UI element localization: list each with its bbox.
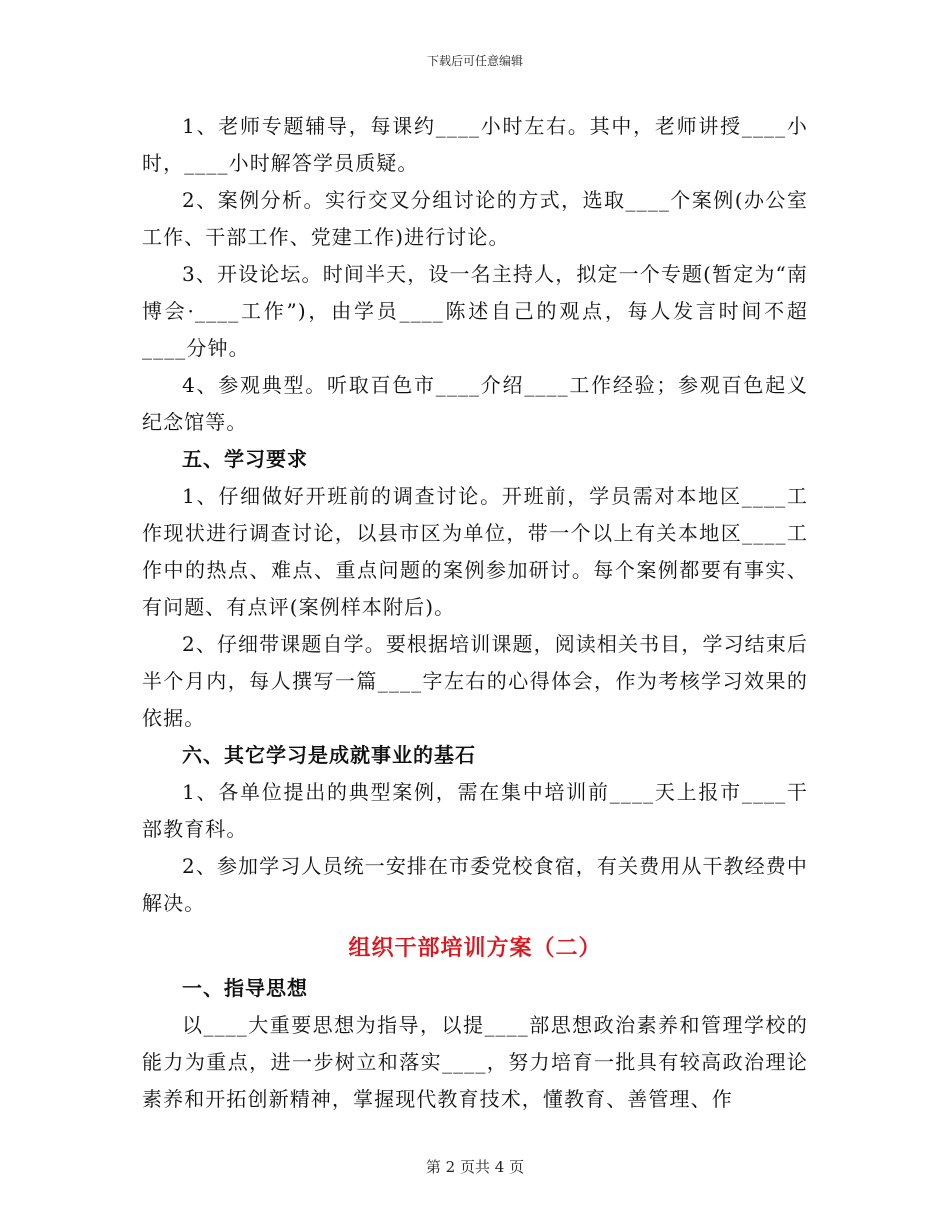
document-subtitle: 组织干部培训方案（二） [348, 935, 602, 961]
paragraph-guiding-thought: 以____大重要思想为指导，以提____部思想政治素养和管理学校的能力为重点，进一步树立和落实____，努力培育一批具有较高政治理论素养和开拓创新精神，掌握现代教育技术，懂教育、善管理、作 [142, 1013, 808, 1111]
page-number: 第 2 页共 4 页 [425, 1158, 525, 1176]
paragraph-accommodation: 2、参加学习人员统一安排在市委党校食宿，有关费用从干教经费中解决。 [142, 854, 808, 915]
paragraph-self-study: 2、仔细带课题自学。要根据培训课题，阅读相关书目，学习结束后半个月内，每人撰写一篇____字左右的心得体会，作为考核学习效果的依据。 [142, 632, 808, 730]
paragraph-case-analysis: 2、案例分析。实行交叉分组讨论的方式，选取____个案例(办公室工作、干部工作、党建工作)进行讨论。 [142, 188, 808, 249]
section-heading-other: 六、其它学习是成就事业的基石 [182, 743, 476, 767]
document-body [142, 108, 808, 1118]
paragraph-research: 1、仔细做好开班前的调查讨论。开班前，学员需对本地区____工作现状进行调查讨论，以县市区为单位，带一个以上有关本地区____工作中的热点、难点、重点问题的案例参加研讨。每个案例都要有事实、有问题、有点评(案例样本附后)。 [142, 484, 808, 619]
section-heading-requirements: 五、学习要求 [182, 447, 308, 471]
paragraph-visit: 4、参观典型。听取百色市____介绍____工作经验；参观百色起义纪念馆等。 [142, 373, 808, 434]
header-note: 下载后可任意编辑 [426, 54, 523, 68]
paragraph-lecture: 1、老师专题辅导，每课约____小时左右。其中，老师讲授____小时，____小时解答学员质疑。 [142, 114, 808, 175]
section-heading-guiding-thought: 一、指导思想 [182, 976, 308, 1000]
paragraph-forum: 3、开设论坛。时间半天，设一名主持人，拟定一个专题(暂定为“南博会·____工作”)，由学员____陈述自己的观点，每人发言时间不超____分钟。 [142, 262, 808, 360]
paragraph-case-submission: 1、各单位提出的典型案例，需在集中培训前____天上报市____干部教育科。 [142, 780, 808, 841]
